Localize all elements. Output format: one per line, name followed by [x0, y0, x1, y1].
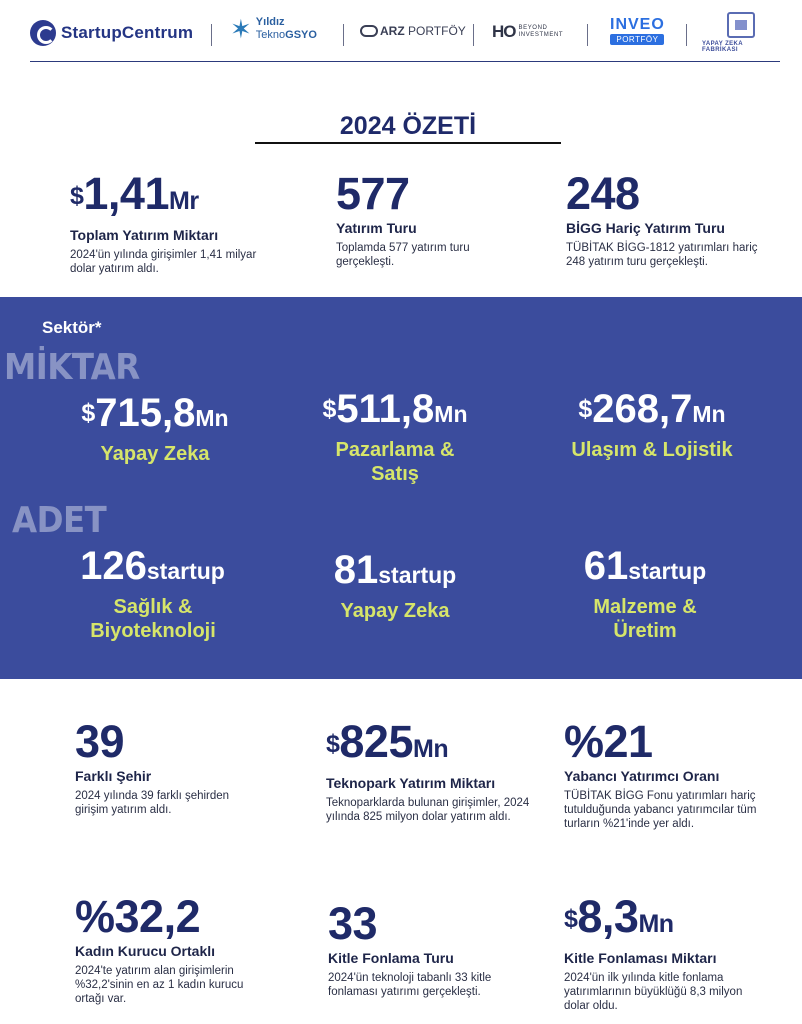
yildiz-star-icon: ✶	[230, 14, 252, 44]
yildiz-tekno-logo-text: Yıldız TeknoGSYO	[255, 16, 317, 41]
ho-logo-mark: HO	[492, 22, 516, 41]
stat-description: 2024'ün ilk yılında kitle fonlama yatırımlarının büyüklüğü 8,3 milyon dolar oldu.	[564, 972, 743, 1012]
yildiz-tekno-logo	[230, 16, 317, 42]
startupcentrum-globe-icon	[30, 20, 56, 46]
logo-divider	[211, 24, 212, 46]
stat-investment-rounds	[336, 170, 516, 269]
arz-portfoy-logo	[360, 24, 466, 38]
logo-divider	[587, 24, 588, 46]
arz-ring-icon	[360, 25, 378, 37]
sector-name: Sağlık & Biyoteknoloji	[90, 596, 216, 642]
sector-amount-ai	[40, 391, 270, 466]
count-heading: ADET	[12, 500, 107, 541]
stat-bigg-excluded-rounds	[566, 170, 776, 269]
amount-heading: MİKTAR	[4, 347, 140, 388]
sector-name: Yapay Zeka	[100, 443, 210, 465]
stat-label: Kitle Fonlama Turu	[328, 950, 454, 966]
inveo-portfoy-logo	[610, 16, 665, 45]
stat-foreign-investor-ratio	[564, 718, 774, 831]
stat-value: $8,3Mn	[564, 891, 674, 942]
title-underline	[255, 142, 561, 144]
yzf-logo-text: YAPAY ZEKA FABRİKASI	[702, 41, 743, 53]
sector-count-ai	[305, 548, 485, 623]
sector-amount-logistics	[537, 387, 767, 462]
stat-description: TÜBİTAK BİGG-1812 yatırımları hariç 248 yatırım turu gerçekleşti.	[566, 242, 758, 268]
stat-value: 577	[336, 168, 410, 219]
sector-name: Malzeme & Üretim	[593, 596, 697, 642]
sector-count-materials	[550, 544, 740, 643]
sector-count-value: 61startup	[583, 544, 707, 588]
sector-count-value: 81startup	[333, 548, 457, 592]
stat-description: 2024 yılında 39 farklı şehirden girişim yatırım aldı.	[75, 790, 230, 816]
stat-label: BİGG Hariç Yatırım Turu	[566, 220, 725, 236]
header-divider	[30, 61, 780, 62]
sector-amount-marketing	[295, 387, 495, 486]
stat-description: TÜBİTAK BİGG Fonu yatırımları hariç tutulduğunda yabancı yatırımcılar tüm turların %21'inde yer aldı.	[564, 790, 757, 830]
stat-description: Toplamda 577 yatırım turu gerçekleşti.	[336, 242, 470, 268]
stat-label: Yabancı Yatırımcı Oranı	[564, 768, 720, 784]
sector-title: Sektör*	[42, 318, 102, 337]
startupcentrum-logo	[30, 20, 193, 46]
stat-description: Teknoparklarda bulunan girişimler, 2024 yılında 825 milyon dolar yatırım aldı.	[326, 797, 530, 823]
sector-amount-value: $511,8Mn	[322, 387, 468, 431]
stat-technopark-investment	[326, 718, 536, 824]
stat-value: $1,41Mr	[70, 168, 199, 219]
logo-divider	[473, 24, 474, 46]
stat-crowdfunding-rounds	[328, 900, 508, 999]
page-title: 2024 ÖZETİ	[339, 112, 477, 140]
stat-label: Kadın Kurucu Ortaklı	[75, 943, 216, 959]
sector-name: Pazarlama & Satış	[335, 439, 455, 485]
yzf-chip-icon	[727, 12, 755, 38]
stat-value: %32,2	[75, 891, 201, 942]
inveo-logo-text: INVEO	[610, 16, 665, 33]
ho-beyond-investment-logo	[492, 22, 563, 42]
stat-description: 2024'ün yılında girişimler 1,41 milyar dolar yatırım aldı.	[70, 249, 257, 275]
stat-value: 39	[75, 716, 125, 767]
startupcentrum-logo-text: StartupCentrum	[61, 23, 194, 42]
sector-count-value: 126startup	[80, 544, 225, 588]
stat-value: 33	[328, 898, 378, 949]
stat-label: Kitle Fonlaması Miktarı	[564, 950, 717, 966]
sector-name: Yapay Zeka	[340, 600, 450, 622]
stat-label: Farklı Şehir	[75, 768, 152, 784]
stat-label: Toplam Yatırım Miktarı	[70, 227, 219, 243]
stat-description: 2024'ün teknoloji tabanlı 33 kitle fonlaması yatırımı gerçekleşti.	[328, 972, 492, 998]
sector-amount-value: $268,7Mn	[578, 387, 726, 431]
arz-portfoy-logo-text: ARZ PORTFÖY	[380, 24, 466, 38]
stat-crowdfunding-amount	[564, 893, 769, 1013]
partner-logo-bar	[30, 12, 780, 56]
stat-value: %21	[564, 716, 653, 767]
stat-value: $825Mn	[326, 716, 449, 767]
sector-name: Ulaşım & Lojistik	[571, 439, 733, 461]
yapay-zeka-fabrikasi-logo	[702, 12, 780, 53]
stat-different-cities	[75, 718, 265, 817]
stat-description: 2024'te yatırım alan girişimlerin %32,2'sinin en az 1 kadın kurucu ortağı var.	[75, 965, 244, 1005]
stat-value: 248	[566, 168, 640, 219]
logo-divider	[343, 24, 344, 46]
stat-female-cofounder	[75, 893, 275, 1006]
logo-divider	[686, 24, 687, 46]
ho-logo-tagline: BEYOND INVESTMENT	[518, 25, 564, 38]
sector-amount-value: $715,8Mn	[81, 391, 229, 435]
sector-count-health	[50, 544, 255, 643]
stat-label: Teknopark Yatırım Miktarı	[326, 775, 496, 791]
inveo-portfoy-badge: PORTFÖY	[610, 34, 664, 45]
stat-label: Yatırım Turu	[336, 220, 417, 236]
stat-total-investment	[70, 170, 260, 276]
